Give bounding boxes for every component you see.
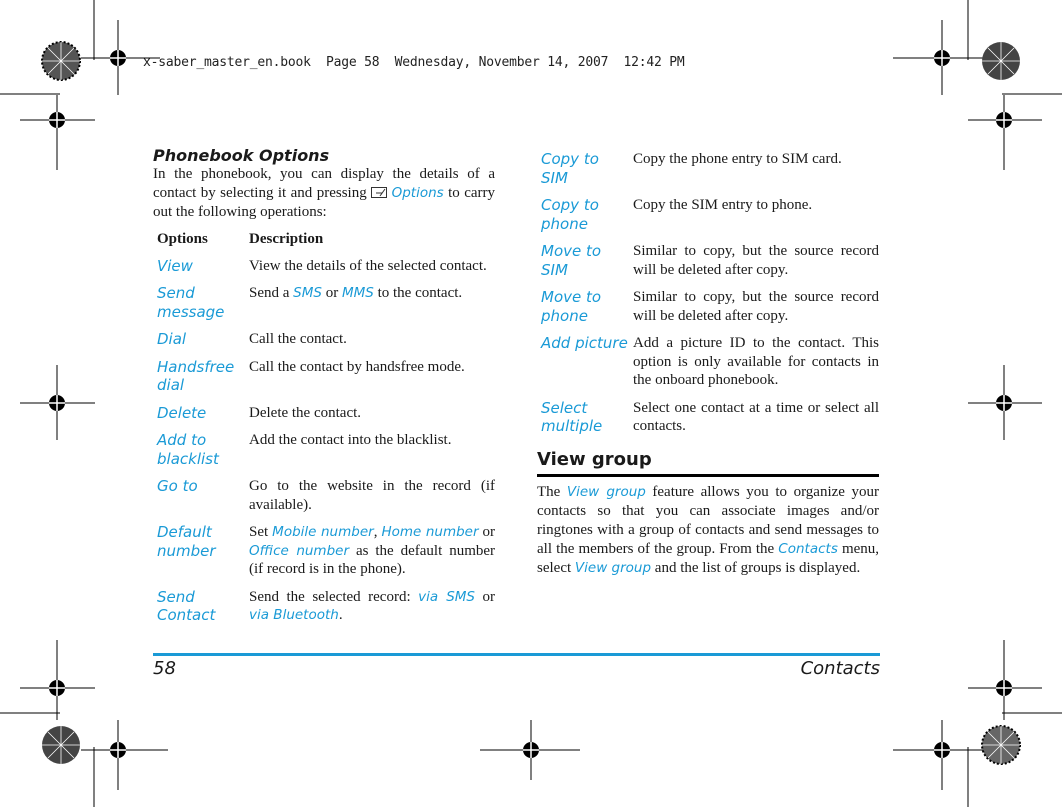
option-name: Go to	[157, 477, 198, 495]
table-row	[153, 431, 495, 477]
col-description: Description	[249, 231, 324, 247]
desc-text: to the contact.	[377, 285, 463, 301]
option-name: Select multiple	[541, 398, 603, 435]
desc-text: Send the selected record:	[249, 588, 411, 605]
desc-text: ,	[373, 524, 378, 540]
intro-text-1: In the phonebook, you can display the details of a contact by selecting it and pressing	[153, 166, 495, 201]
intro-paragraph	[153, 165, 495, 222]
table-row	[537, 150, 879, 196]
option-desc: Select one contact at a time or select all contacts.	[633, 399, 879, 434]
option-desc: Add a picture ID to the contact. This option is only available for contacts in the onboard phonebook.	[633, 335, 879, 388]
table-row	[153, 523, 495, 588]
option-name: Copy to phone	[541, 196, 599, 233]
view-group-heading: View group	[537, 449, 879, 477]
option-desc: View the details of the selected contact.	[249, 257, 487, 274]
chapter-title: Contacts	[800, 658, 880, 679]
via-bluetooth-link: via Bluetooth	[249, 607, 339, 623]
option-name: Move to phone	[541, 288, 602, 325]
option-name: Delete	[157, 403, 207, 422]
option-name: View	[157, 256, 193, 275]
body-text: and the list of groups is displayed.	[654, 559, 861, 576]
table-row	[153, 284, 495, 330]
desc-text: or	[482, 524, 496, 540]
view-group-link: View group	[574, 559, 652, 576]
option-name: Add to blacklist	[157, 431, 219, 468]
option-name: Send message	[157, 284, 225, 321]
option-desc: Copy the phone entry to SIM card.	[633, 151, 842, 167]
option-desc: Add the contact into the blacklist.	[249, 432, 452, 448]
desc-text: Set	[249, 524, 269, 540]
softkey-icon	[371, 187, 387, 198]
option-desc	[245, 588, 495, 634]
table-row	[537, 334, 879, 399]
option-name: Default number	[157, 523, 216, 560]
body-text: menu, select	[537, 540, 880, 576]
sms-link: SMS	[293, 285, 322, 301]
option-name: Copy to SIM	[541, 150, 599, 187]
col-options: Options	[157, 231, 208, 247]
desc-text: as the default number (if record is in the phone).	[249, 542, 496, 577]
option-desc: Similar to copy, but the source record will be deleted after copy.	[633, 243, 879, 278]
options-table-continued	[537, 150, 879, 445]
table-row	[537, 399, 879, 445]
footer-rule	[153, 653, 880, 656]
via-sms-link: via SMS	[418, 588, 475, 605]
table-row	[153, 257, 495, 285]
option-desc: Call the contact by handsfree mode.	[249, 358, 465, 375]
page-number: 58	[153, 658, 176, 679]
option-desc	[245, 284, 495, 330]
table-row	[153, 330, 495, 358]
option-name: Handsfree dial	[157, 357, 235, 394]
table-row	[537, 288, 879, 334]
desc-text: Send a	[249, 285, 290, 301]
view-group-link: View group	[566, 483, 646, 500]
home-number-link: Home number	[381, 524, 479, 540]
table-row	[537, 242, 879, 288]
office-number-link: Office number	[249, 542, 350, 559]
view-group-paragraph	[537, 483, 879, 578]
desc-text: .	[338, 607, 343, 623]
body-text: The	[537, 483, 561, 500]
table-row	[153, 358, 495, 404]
desc-text: or	[325, 285, 339, 301]
desc-text: or	[482, 588, 496, 605]
table-row	[537, 196, 879, 242]
option-name: Move to SIM	[541, 242, 602, 279]
mms-link: MMS	[341, 285, 374, 301]
table-row	[153, 588, 495, 634]
option-desc: Call the contact.	[249, 331, 347, 347]
section-title: Phonebook Options	[153, 146, 330, 165]
contacts-link: Contacts	[778, 540, 838, 557]
options-key-label: Options	[391, 185, 444, 201]
table-row	[153, 477, 495, 523]
book-file-header: x-saber_master_en.book Page 58 Wednesday, November 14, 2007 12:42 PM	[143, 55, 685, 70]
option-name: Send Contact	[157, 587, 216, 624]
option-name: Dial	[157, 330, 187, 348]
option-desc: Delete the contact.	[249, 404, 362, 421]
option-desc	[245, 523, 495, 588]
option-desc: Similar to copy, but the source record will be deleted after copy.	[633, 289, 879, 324]
mobile-number-link: Mobile number	[272, 524, 374, 540]
option-desc: Go to the website in the record (if available).	[249, 478, 495, 513]
options-table	[153, 230, 495, 634]
table-row	[153, 404, 495, 432]
phonebook-options-section	[153, 146, 495, 634]
body-text: feature allows you to organize your contacts so that you can associate images and/or ringtones with a group of contacts and send messages to all the members of the group. From the	[537, 483, 879, 557]
option-name: Add picture	[541, 334, 628, 352]
right-column	[537, 150, 879, 578]
option-desc: Copy the SIM entry to phone.	[633, 197, 813, 213]
intro-text-2: to carry out the following operations:	[153, 185, 496, 220]
table-header	[153, 230, 495, 257]
